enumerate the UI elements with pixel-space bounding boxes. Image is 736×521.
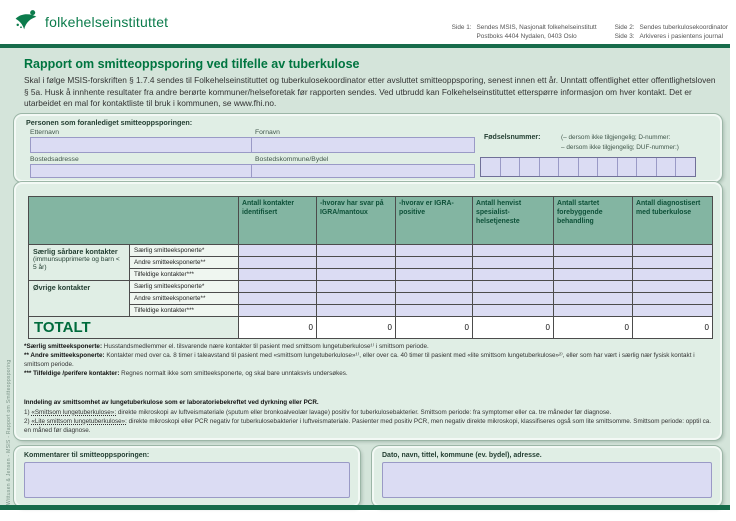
data-cell[interactable] — [554, 257, 633, 269]
comments-label: Kommentarer til smitteoppsporingen: — [24, 452, 150, 459]
side1-label: Side 1: — [451, 24, 472, 31]
person-section — [14, 114, 722, 182]
group-ovrige-label: Øvrige kontakter — [29, 281, 130, 317]
side3-label: Side 3: — [614, 33, 635, 41]
total-label: TOTALT — [29, 317, 239, 339]
fnr-digit-cell[interactable] — [656, 158, 676, 176]
fnr-digit-cell[interactable] — [578, 158, 598, 176]
fnr-digit-cell[interactable] — [636, 158, 656, 176]
fhi-logo-text: folkehelseinstituttet — [45, 14, 169, 30]
data-cell[interactable] — [473, 257, 554, 269]
data-cell[interactable] — [396, 245, 473, 257]
fnr-digit-cell[interactable] — [675, 158, 695, 176]
data-cell[interactable] — [473, 305, 554, 317]
fodselsnummer-note: (– dersom ikke tilgjengelig; D-nummer: – dersom ikke tilgjengelig; DUF-nummer:) — [561, 134, 679, 151]
col-header-igra-positive: -hvorav er IGRA-positive — [396, 197, 473, 245]
fnr-digit-cell[interactable] — [617, 158, 637, 176]
routing-side2-3 — [615, 23, 728, 42]
side2-label: Side 2: — [614, 24, 635, 31]
col-header-igra-svar: -hvorav har svar på IGRA/mantoux — [317, 197, 396, 245]
fnr-digit-cell[interactable] — [558, 158, 578, 176]
data-cell[interactable] — [633, 269, 713, 281]
row-label: Tilfeldige kontakter*** — [130, 305, 239, 317]
table-row — [29, 245, 713, 257]
data-cell[interactable] — [554, 245, 633, 257]
etternavn-input[interactable] — [30, 137, 252, 153]
data-cell[interactable] — [633, 245, 713, 257]
data-cell[interactable] — [554, 281, 633, 293]
row-label: Andre smitteeksponerte** — [130, 293, 239, 305]
data-cell[interactable] — [317, 305, 396, 317]
definitions-heading: Inndeling av smittsomhet av lungetuberkulose som er laboratoriebekreftet ved dyrkning eller PCR. — [24, 399, 319, 406]
footnote-3: *** Tilfeldige /perifere kontakter: Regnes normalt ikke som smitteeksponerte, og skal bare unntaksvis undersøkes. — [24, 369, 348, 377]
signature-section — [372, 446, 722, 507]
table-row — [29, 293, 713, 305]
data-cell[interactable] — [633, 293, 713, 305]
data-cell[interactable] — [317, 257, 396, 269]
data-cell[interactable] — [396, 257, 473, 269]
fornavn-input[interactable] — [251, 137, 475, 153]
page-title: Rapport om smitteoppsporing ved tilfelle av tuberkulose — [24, 57, 360, 71]
data-cell[interactable] — [317, 281, 396, 293]
data-cell[interactable] — [554, 269, 633, 281]
fnr-digit-cell[interactable] — [519, 158, 539, 176]
data-cell[interactable] — [317, 269, 396, 281]
footnote-2: ** Andre smitteeksponerte: Kontakter med over ca. 8 timer i taleavstand til pasient med «smittsom lungetuberkulose»¹⁾, eller over ca. 40 timer til pasient med «lite smittsom lungetuberkulose»²⁾, eller som har vært i særlig nær fysisk kontakt i smittsom periode. — [24, 351, 695, 368]
fodselsnummer-label: Fødselsnummer: — [484, 134, 541, 141]
data-cell[interactable] — [473, 245, 554, 257]
side3-text: Arkiveres i pasientens journal — [639, 33, 724, 41]
header-routing-notes — [452, 23, 728, 42]
person-section-label: Personen som foranlediget smitteoppsporingen: — [26, 118, 193, 127]
col-header-identifisert: Antall kontakter identifisert — [239, 197, 317, 245]
total-cell[interactable]: 0 — [473, 317, 554, 339]
data-cell[interactable] — [239, 293, 317, 305]
data-cell[interactable] — [239, 257, 317, 269]
table-row — [29, 281, 713, 293]
etternavn-label: Etternavn — [30, 129, 60, 136]
data-cell[interactable] — [239, 269, 317, 281]
total-cell[interactable]: 0 — [317, 317, 396, 339]
row-label: Tilfeldige kontakter*** — [130, 269, 239, 281]
data-cell[interactable] — [239, 305, 317, 317]
data-cell[interactable] — [633, 305, 713, 317]
data-cell[interactable] — [239, 245, 317, 257]
definition-2: 2) «Lite smittsom lungetuberkulose»: direkte mikroskopi eller PCR negativ for tuberkulosebakterier i luftveismateriale. Pasienter med positiv PCR, men negativ direkte mikroskopi, klassifiseres også som lite smittsomme. Smittsom periode: opptil ca. en måned før diagnose. — [24, 417, 712, 434]
col-header-forebyggende: Antall startet forebyggende behandling — [554, 197, 633, 245]
data-cell[interactable] — [396, 293, 473, 305]
col-header-diagnostisert: Antall diagnostisert med tuberkulose — [633, 197, 713, 245]
data-cell[interactable] — [473, 269, 554, 281]
table-row — [29, 269, 713, 281]
print-credit-text: Wittusen & Jensen - MSIS - Rapport om Smitteoppsporing — [6, 359, 12, 505]
group-sarbare-label: Særlig sårbare kontakter (immunsupprimerte og barn < 5 år) — [29, 245, 130, 281]
definition-1: 1) «Smittsom lungetuberkulose»: direkte mikroskopi av luftveismateriale (sputum eller bronkoalveolær lavage) positiv for tuberkulosebakterier. Smittsom periode: fra symptomer eller ca. tre måneder før diagnose. — [24, 408, 612, 416]
data-cell[interactable] — [633, 257, 713, 269]
total-cell[interactable]: 0 — [396, 317, 473, 339]
comments-section — [14, 446, 360, 507]
table-row — [29, 257, 713, 269]
total-cell[interactable]: 0 — [239, 317, 317, 339]
total-cell[interactable]: 0 — [554, 317, 633, 339]
fodselsnummer-grid[interactable] — [480, 157, 696, 177]
bostedskommune-label: Bostedskommune/Bydel — [255, 156, 329, 163]
fnr-digit-cell[interactable] — [500, 158, 520, 176]
data-cell[interactable] — [317, 245, 396, 257]
data-cell[interactable] — [396, 281, 473, 293]
bostedsadresse-input[interactable] — [30, 164, 252, 178]
fornavn-label: Fornavn — [255, 129, 280, 136]
total-row — [29, 317, 713, 339]
data-cell[interactable] — [633, 281, 713, 293]
data-cell[interactable] — [554, 305, 633, 317]
data-cell[interactable] — [317, 293, 396, 305]
footnote-1: *Særlig smitteeksponerte: Husstandsmedlemmer el. tilsvarende nære kontakter til pasient med smittsom lungetuberkulose¹⁾ i smittsom periode. — [24, 343, 429, 350]
side2-text: Sendes tuberkulosekoordinator — [639, 24, 728, 31]
signature-textarea[interactable] — [382, 462, 712, 498]
table-row — [29, 305, 713, 317]
table-corner-cell — [29, 197, 239, 245]
data-cell[interactable] — [473, 293, 554, 305]
bostedskommune-input[interactable] — [251, 164, 475, 178]
fhi-logo-icon — [14, 9, 40, 35]
comments-textarea[interactable] — [24, 462, 350, 498]
data-cell[interactable] — [554, 293, 633, 305]
row-label: Andre smitteeksponerte** — [130, 257, 239, 269]
data-cell[interactable] — [396, 269, 473, 281]
routing-side1 — [452, 23, 597, 42]
signature-label: Dato, navn, tittel, kommune (ev. bydel), adresse. — [382, 452, 542, 459]
row-label: Særlig smitteeksponerte* — [130, 245, 239, 257]
bottom-accent-bar — [0, 505, 730, 510]
total-cell[interactable]: 0 — [633, 317, 713, 339]
fnr-digit-cell[interactable] — [539, 158, 559, 176]
data-cell[interactable] — [396, 305, 473, 317]
contacts-table — [28, 196, 713, 339]
row-label: Særlig smitteeksponerte* — [130, 281, 239, 293]
table-footnotes — [24, 343, 712, 379]
data-cell[interactable] — [473, 281, 554, 293]
bostedsadresse-label: Bostedsadresse — [30, 156, 79, 163]
col-header-henvist: Antall henvist spesialist- helsetjeneste — [473, 197, 554, 245]
fnr-digit-cell[interactable] — [597, 158, 617, 176]
fhi-logo — [14, 9, 168, 35]
intro-text: Skal i følge MSIS-forskriften § 1.7.4 sendes til Folkehelseinstituttet og tuberkulosekoordinator etter avsluttet smitteoppsporing, senest innen ett år. Unntatt offentlighet etter offentlighetsloven § 5a. Husk å innhente resultater fra andre berørte kommuner/helseforetak før rapporten sendes. Ved utbrudd kan Folkehelseinstituttet etterspørre informasjon om hver kontakt. Det er utarbeidet en mal for kontaktliste til bruk i kommunen, se www.fhi.no. — [24, 75, 716, 109]
smittsomhet-definitions — [24, 399, 712, 436]
side1-text: Sendes MSIS, Nasjonalt folkehelseinstitutt Postboks 4404 Nydalen, 0403 Oslo — [476, 24, 597, 41]
data-cell[interactable] — [239, 281, 317, 293]
fnr-digit-cell[interactable] — [481, 158, 500, 176]
